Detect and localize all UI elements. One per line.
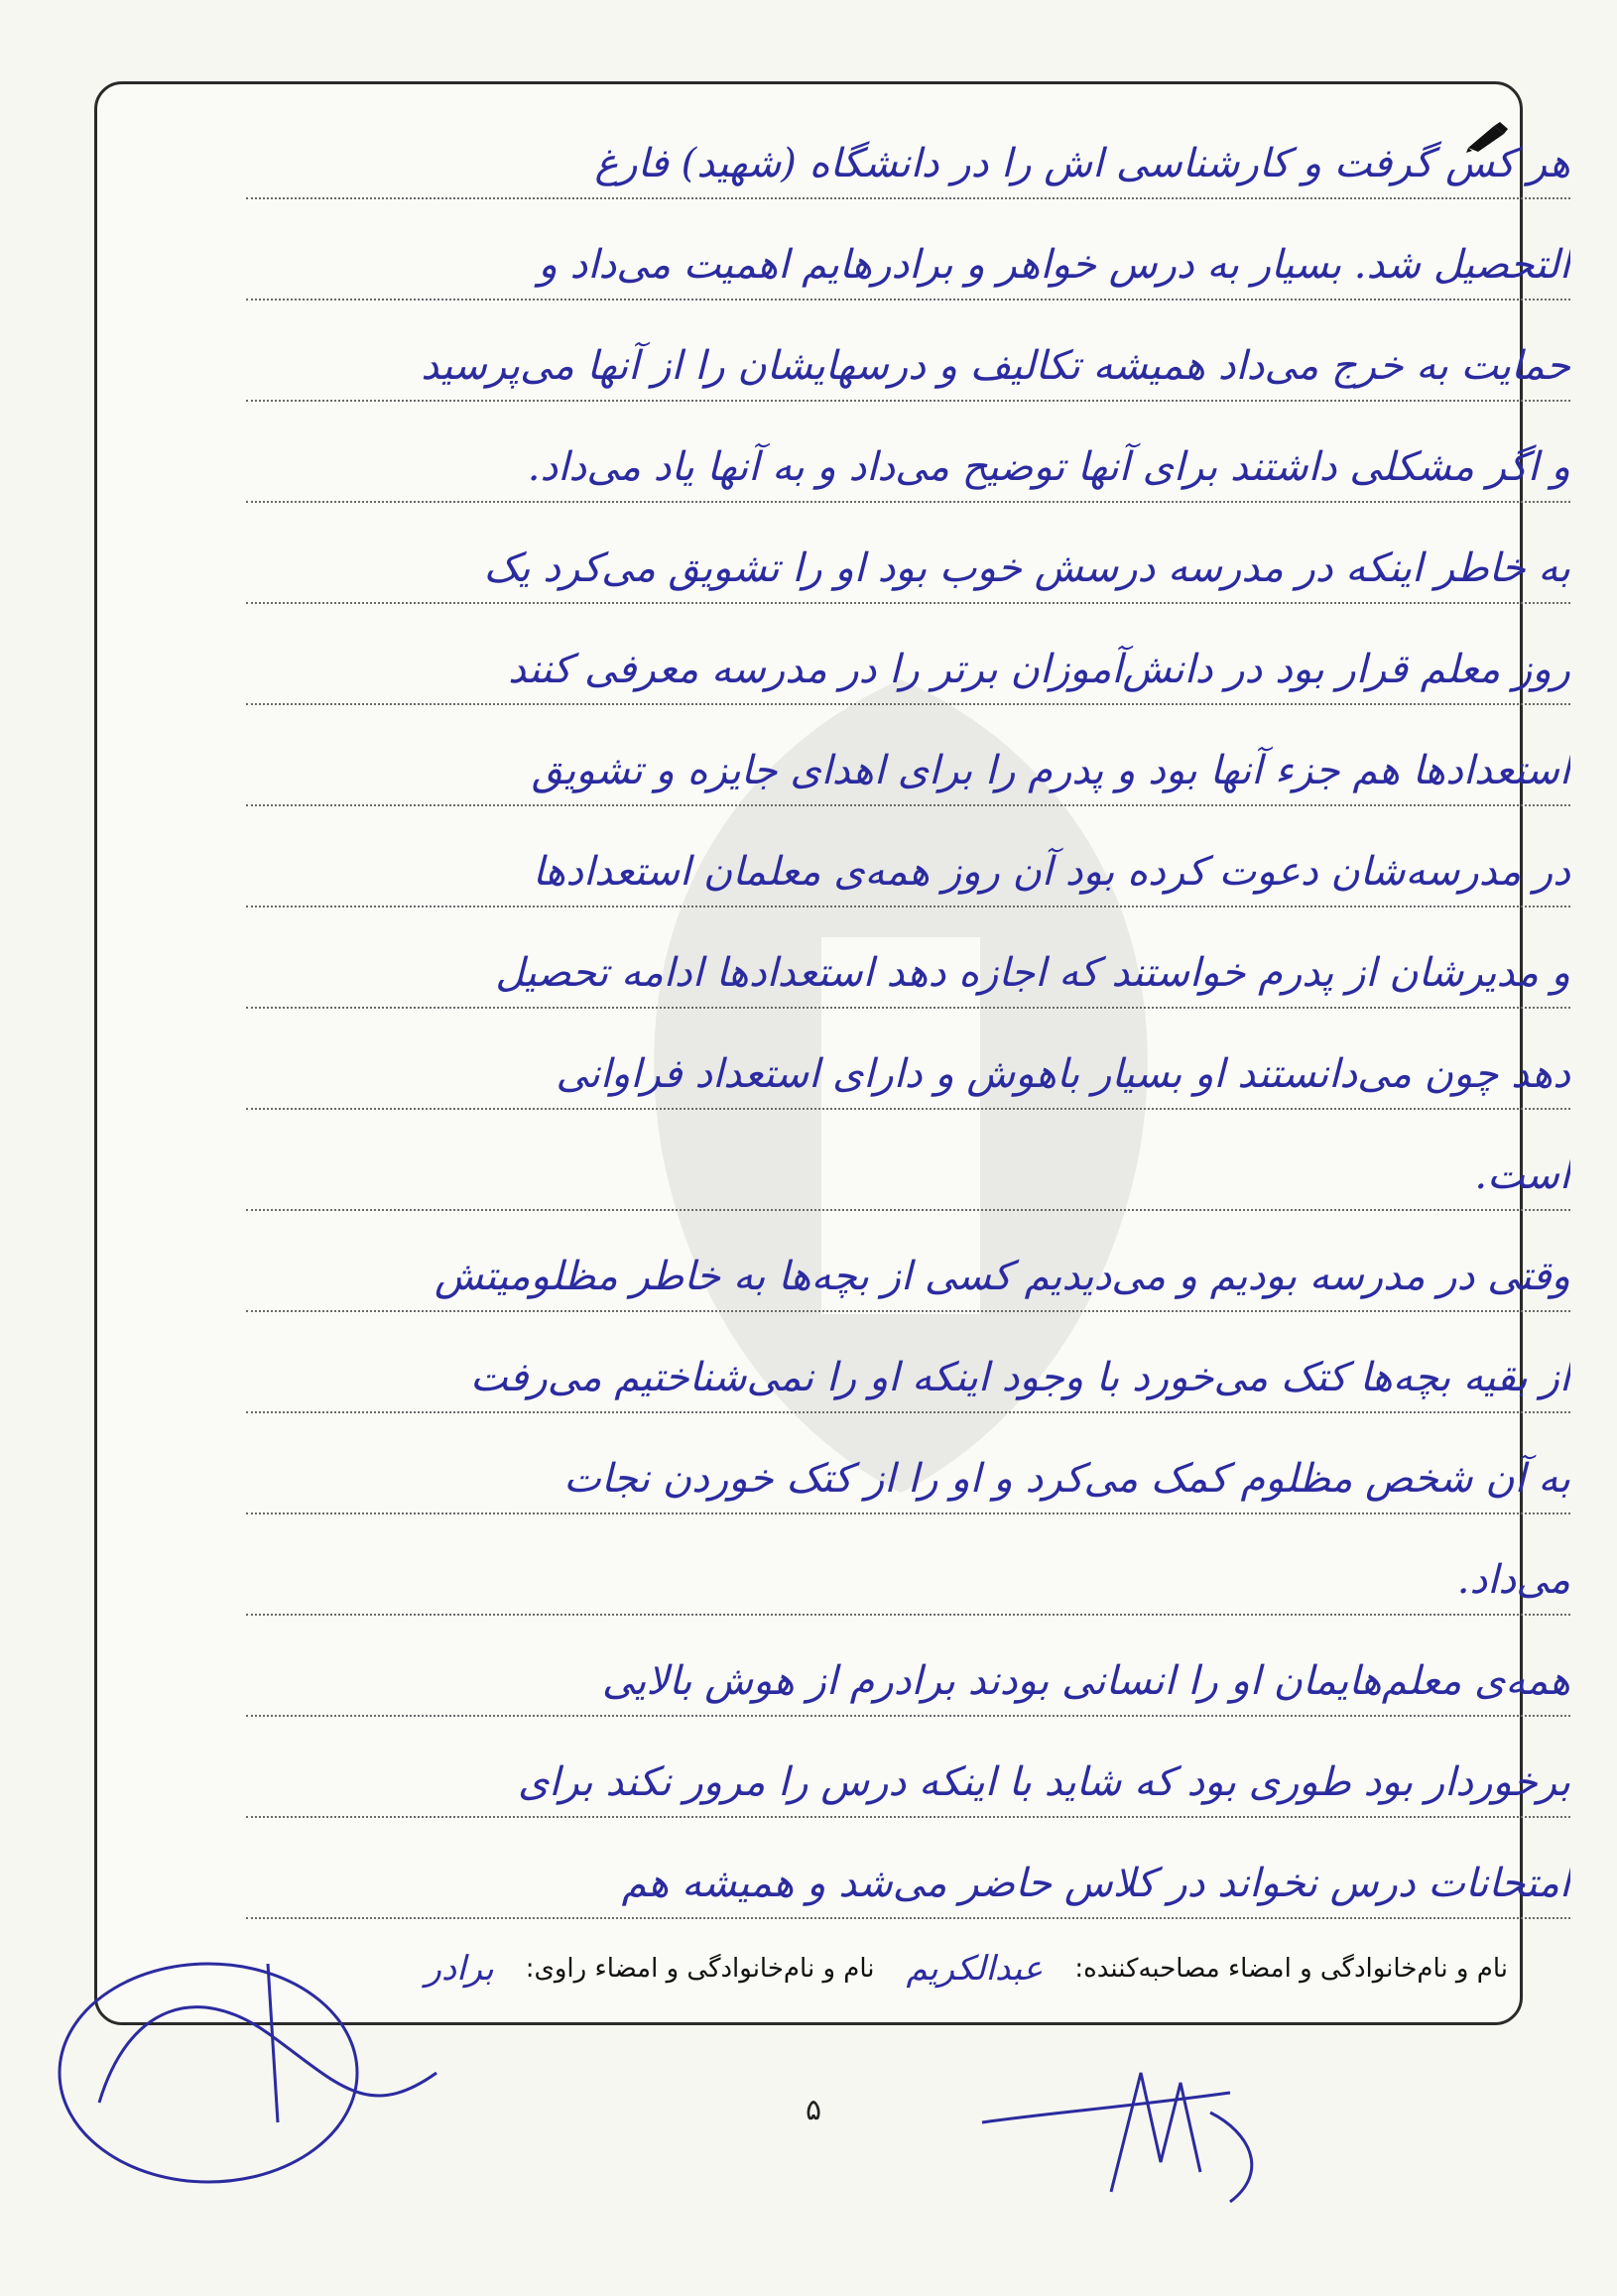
handwritten-line: استعدادها هم جزء آنها بود و پدرم را برای اهدای جایزه و تشویق xyxy=(531,748,1570,793)
handwritten-line: و اگر مشکلی داشتند برای آنها توضیح می‌داد و به آنها یاد می‌داد. xyxy=(527,444,1570,490)
dotted-rule xyxy=(246,1310,1570,1312)
dotted-rule xyxy=(246,1411,1570,1413)
dotted-rule xyxy=(246,703,1570,705)
dotted-rule xyxy=(246,197,1570,199)
handwritten-line: التحصیل شد. بسیار به درس خواهر و برادرهایم اهمیت می‌داد و xyxy=(538,242,1570,288)
handwritten-line: می‌داد. xyxy=(1456,1557,1570,1603)
handwritten-line: از بقیه بچه‌ها کتک می‌خورد با وجود اینکه او را نمی‌شناختیم می‌رفت xyxy=(470,1355,1570,1400)
handwritten-line: است. xyxy=(1474,1152,1570,1198)
dotted-rule xyxy=(246,400,1570,402)
handwritten-line: در مدرسه‌شان دعوت کرده بود آن روز همه‌ی معلمان استعدادها xyxy=(532,849,1570,895)
dotted-rule xyxy=(246,1917,1570,1919)
dotted-rule xyxy=(246,1614,1570,1616)
dotted-rule xyxy=(246,501,1570,503)
handwritten-line: و مدیرشان از پدرم خواستند که اجازه دهد استعدادها ادامه تحصیل xyxy=(495,950,1570,996)
dotted-rule xyxy=(246,906,1570,907)
handwritten-line: برخوردار بود طوری بود که شاید با اینکه درس را مرور نکند برای xyxy=(518,1759,1570,1805)
handwritten-line: وقتی در مدرسه بودیم و می‌دیدیم کسی از بچه‌ها به خاطر مظلومیتش xyxy=(435,1254,1570,1299)
dotted-rule xyxy=(246,1108,1570,1110)
handwritten-line: به آن شخص مظلوم کمک می‌کرد و او را از کتک خوردن نجات xyxy=(563,1456,1570,1502)
dotted-rule xyxy=(246,1209,1570,1211)
handwritten-line: حمایت به خرج می‌داد همیشه تکالیف و درسهایشان را از آنها می‌پرسید xyxy=(421,343,1570,389)
narrator-signature-scribble-icon xyxy=(40,1924,456,2222)
dotted-rule xyxy=(246,1816,1570,1818)
handwritten-line: به خاطر اینکه در مدرسه درسش خوب بود او را تشویق می‌کرد یک xyxy=(483,545,1570,591)
interviewer-signature: عبدالکریم xyxy=(906,1949,1044,1989)
dotted-rule xyxy=(246,1715,1570,1717)
dotted-rule xyxy=(246,804,1570,806)
dotted-rule xyxy=(246,1512,1570,1514)
handwritten-line: دهد چون می‌دانستند او بسیار باهوش و دارای استعداد فراوانی xyxy=(556,1051,1570,1097)
page-frame xyxy=(94,81,1570,2025)
narrator-signature: برادر xyxy=(425,1949,494,1989)
handwritten-text-area xyxy=(246,84,1570,2022)
handwritten-line: روز معلم قرار بود در دانش‌آموزان برتر را در مدرسه معرفی کنند xyxy=(508,647,1570,692)
narrator-label: نام و نام‌خانوادگی و امضاء راوی: xyxy=(525,1954,875,1984)
page-number: ۵ xyxy=(805,2093,822,2127)
handwritten-line: امتحانات درس نخواند در کلاس حاضر می‌شد و همیشه هم xyxy=(621,1861,1570,1906)
interviewer-label: نام و نام‌خانوادگی و امضاء مصاحبه‌کننده: xyxy=(1074,1954,1508,1984)
dotted-rule xyxy=(246,1007,1570,1009)
handwritten-line: همه‌ی معلم‌هایمان او را انسانی بودند برادرم از هوش بالایی xyxy=(601,1658,1570,1704)
handwritten-line: هر کس گرفت و کارشناسی اش را در دانشگاه (شهید) فارغ xyxy=(594,141,1570,186)
interviewer-signature-scribble-icon xyxy=(972,2053,1300,2212)
dotted-rule xyxy=(246,299,1570,301)
dotted-rule xyxy=(246,602,1570,604)
